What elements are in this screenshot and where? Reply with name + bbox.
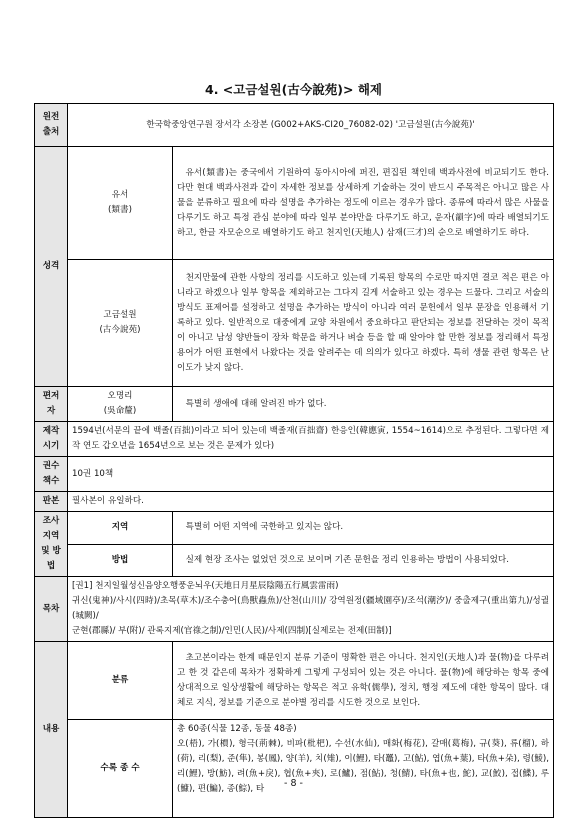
date-text: 1594년(서문의 끝에 백졸(百拙)이라고 되어 있는데 백졸재(百拙齋) 한응인(韓應寅, 1554~1614)으로 추정된다. 그렇다면 제작 연도 갑오년을 1654년으로 보는 것은 문제가 있다) bbox=[68, 422, 554, 457]
row-yuseo bbox=[35, 147, 554, 260]
document-title: 4. <고금설원(古今說苑)> 해제 bbox=[205, 82, 382, 97]
volumes-text: 10권 10책 bbox=[68, 457, 554, 492]
header-contents-list: 목차 bbox=[35, 577, 68, 642]
species-label: 수록 종 수 bbox=[68, 720, 173, 818]
row-species bbox=[35, 720, 554, 818]
yuseo-label: 유서 (類書) bbox=[68, 147, 173, 260]
species-text bbox=[173, 720, 554, 818]
contents-line-1: [권1] 천지일월성신음양오행풍운뇌우(天地日月星辰陰陽五行風雲雷雨) bbox=[72, 581, 339, 591]
yuseo-text: 유서(類書)는 중국에서 기원하여 동아시아에 퍼진, 편집된 책인데 백과사전에 비교되기도 한다. 다만 현대 백과사전과 같이 자세한 정보를 상세하게 기술하는 것이 반드시 주목적은 아니고 많은 사물을 분류하고 필요에 따라 설명을 추가하는 정도에 이르는 경우가 많다. 종류에 따라서 많은 사물을 다루기도 하고 특정 관심 분야에 따라 일부 분야만을 다루기도 하고, 운자(韻字)에 따라 배열되기도 하고, 한글 자모순으로 배열하기도 하고 천지인(天地人) 삼재(三才)의 순으로 배열하기도 하다. bbox=[173, 147, 554, 260]
header-editor: 편저자 bbox=[35, 387, 68, 422]
header-volumes: 권수 책수 bbox=[35, 457, 68, 492]
header-date: 제작 시기 bbox=[35, 422, 68, 457]
row-contents-list bbox=[35, 577, 554, 642]
edition-text: 필사본이 유일하다. bbox=[68, 492, 554, 512]
header-source: 원전 출처 bbox=[35, 104, 68, 147]
row-volumes bbox=[35, 457, 554, 492]
row-date bbox=[35, 422, 554, 457]
page-number: - 8 - bbox=[284, 778, 303, 789]
header-content: 내용 bbox=[35, 642, 68, 818]
editor-name: 오명리 (吳命釐) bbox=[68, 387, 173, 422]
row-editor bbox=[35, 387, 554, 422]
species-list: 오(梧), 가(檟), 형극(荊棘), 비파(枇杷), 수선(水仙), 매화(梅花), 갈매(葛梅), 규(葵), 류(榴), 하(荷), 리(梨), 준(隼), 봉(鳳), 양(羊), 치(雉), 이(鯉), 타(鼉), 고(鮎), 엽(魚+葉), 타(魚+朵), 령(鯪), 리(鯉), 방(魴), 려(魚+戾), 협(魚+夾), 로(鱸), 점(鮎), 청(鯖), 타(魚+也, 鮀), 교(鮫), 접(鰈), 루(鱇), 편(鯿), 종(鯮), 타 bbox=[177, 739, 549, 794]
header-edition: 판본 bbox=[35, 492, 68, 512]
summary-table bbox=[34, 103, 554, 818]
source-text: 한국학중앙연구원 장서각 소장본 (G002+AKS-CI20_76082-02) '고금설원(古今說苑)' bbox=[68, 104, 554, 147]
method-text: 실제 현장 조사는 없었던 것으로 보이며 기존 문헌을 정리 인용하는 방법이 사용되었다. bbox=[173, 544, 554, 577]
species-total: 총 60종(식물 12종, 동물 48종) bbox=[177, 724, 297, 734]
row-survey-region bbox=[35, 512, 554, 545]
contents-list-text bbox=[68, 577, 554, 642]
gogeum-text: 천지만물에 관한 사항의 정리를 시도하고 있는데 기록된 항목의 수로만 따지면 결코 적은 편은 아니라고 하겠으나 일부 항목을 제외하고는 그다지 길게 서술하고 있는 경우는 드물다. 그리고 서술의 방식도 표제어를 설정하고 설명을 추가하는 방식이 아니라 여러 문헌에서 일부 문장을 인용해서 기록하고 있다. 일반적으로 대중에게 교양 차원에서 중요하다고 판단되는 정보를 전달하는 것이 목적이 아니고 남성 양반들이 장차 학문을 하거나 벼슬 등을 할 때 알아야 할 만한 정보를 정리해서 특정 용어가 어떤 표현에서 나왔다는 것을 알려주는 데 의의가 있다고 하겠다. 특히 생물 관련 항목은 난이도가 낮지 않다. bbox=[173, 260, 554, 387]
row-survey-method bbox=[35, 544, 554, 577]
region-label: 지역 bbox=[68, 512, 173, 545]
header-survey: 조사 지역 및 방법 bbox=[35, 512, 68, 577]
classification-label: 분류 bbox=[68, 642, 173, 720]
row-edition bbox=[35, 492, 554, 512]
region-text: 특별히 어떤 지역에 국한하고 있지는 않다. bbox=[173, 512, 554, 545]
row-classification bbox=[35, 642, 554, 720]
editor-text: 특별히 생애에 대해 알려진 바가 없다. bbox=[173, 387, 554, 422]
contents-line-2: 귀신(鬼神)/사시(四時)/초목(草木)/조수충어(鳥獸蟲魚)/산천(山川)/ 강역원정(疆域園亭)/조석(潮汐)/ 중출제구(重出第九)/성궐(城闕)/ bbox=[72, 596, 549, 621]
method-label: 방법 bbox=[68, 544, 173, 577]
gogeum-label: 고금설원 (古今說苑) bbox=[68, 260, 173, 387]
contents-line-3: 군현(郡縣)/ 부(附)/ 관록지제(官祿之制)/인민(人民)/사제(四制)[실제로는 전제(田制)] bbox=[72, 626, 392, 636]
header-character: 성격 bbox=[35, 147, 68, 387]
row-gogeum bbox=[35, 260, 554, 387]
row-source bbox=[35, 104, 554, 147]
classification-text: 초고본이라는 한계 때문인지 분류 기준이 명확한 편은 아니다. 천지인(天地人)과 물(物)을 다루려고 한 것 같은데 목차가 정확하게 그렇게 구성되어 있는 것은 아니다. 물(物)에 해당하는 항목 중에 상대적으로 일상생활에 해당하는 항목은 적고 유학(儒學), 정치, 행정 제도에 대한 항목이 많다. 대체로 지식, 정보를 기준으로 분야별 정리를 시도한 것으로 보인다. bbox=[173, 642, 554, 720]
